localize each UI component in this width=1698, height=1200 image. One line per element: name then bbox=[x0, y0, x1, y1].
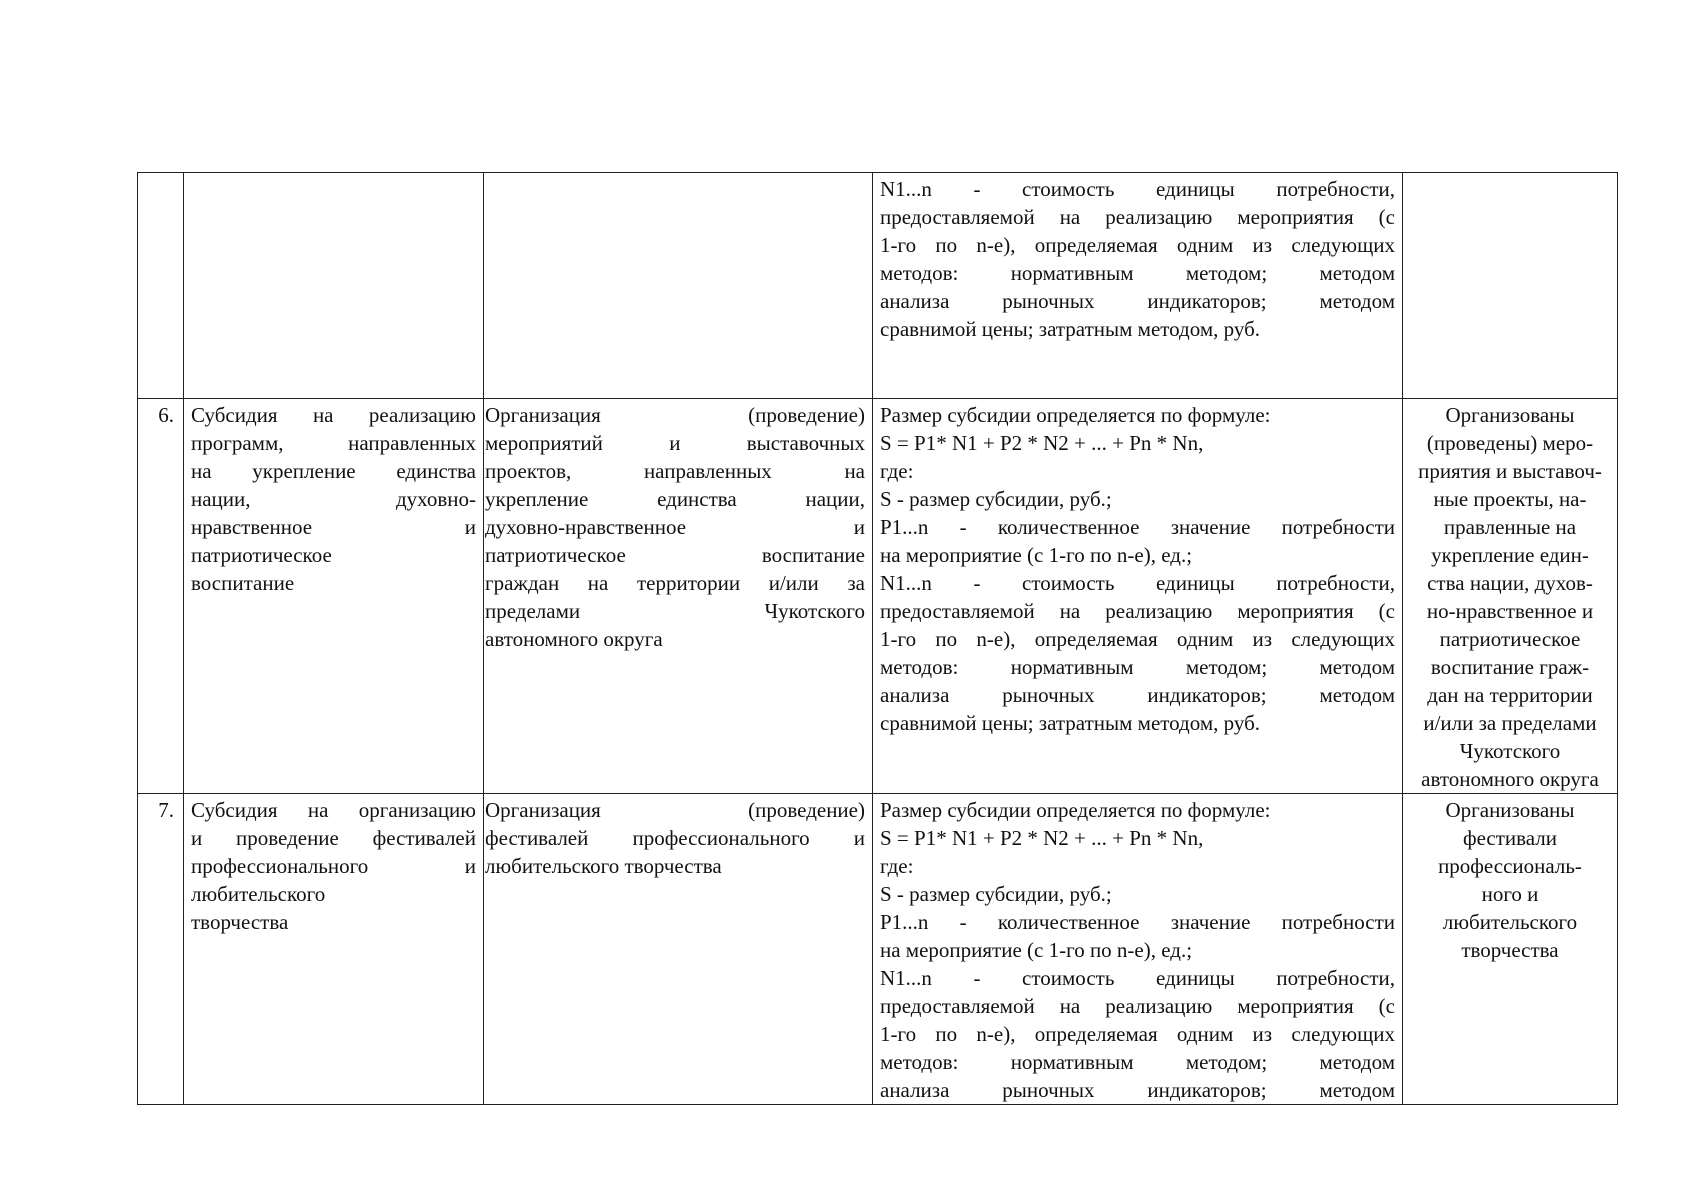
activity-cell bbox=[484, 173, 873, 399]
cell-text-line: P1...n - количественное значение потребности bbox=[880, 515, 1395, 539]
cell-text-line: проектов, направленных на bbox=[485, 459, 865, 483]
cell-text-line: S = P1* N1 + P2 * N2 + ... + Pn * Nn, bbox=[880, 826, 1204, 850]
cell-text-line: воспитание bbox=[191, 571, 295, 595]
cell-text-line: на мероприятие (с 1-го по n-е), ед.; bbox=[880, 543, 1193, 567]
subsidy-name-cell bbox=[184, 173, 484, 399]
cell-text-line: 1-го по n-е), определяемая одним из следующих bbox=[880, 627, 1395, 651]
cell-text-line: ства нации, духов- bbox=[1427, 571, 1593, 595]
formula-cell bbox=[873, 794, 1403, 1105]
cell-text-line: Чукотского bbox=[1459, 739, 1561, 763]
cell-text-line: N1...n - стоимость единицы потребности, bbox=[880, 177, 1395, 201]
cell-text-line: мероприятий и выставочных bbox=[485, 431, 865, 455]
cell-text-line: методов: нормативным методом; методом bbox=[880, 1050, 1395, 1074]
table-row bbox=[138, 173, 1618, 399]
cell-text-line: творчества bbox=[1461, 938, 1559, 962]
cell-text-line: анализа рыночных индикаторов; методом bbox=[880, 1078, 1395, 1102]
cell-text-line: методов: нормативным методом; методом bbox=[880, 261, 1395, 285]
cell-text-line: укрепление един- bbox=[1431, 543, 1589, 567]
cell-text-line: но-нравственное и bbox=[1426, 599, 1594, 623]
cell-text-line: анализа рыночных индикаторов; методом bbox=[880, 289, 1395, 313]
cell-text-line: приятия и выставоч- bbox=[1418, 459, 1602, 483]
cell-text-line: нации, духовно- bbox=[191, 487, 476, 511]
cell-text-line: предоставляемой на реализацию мероприятия (с bbox=[880, 205, 1395, 229]
subsidy-table bbox=[137, 172, 1618, 1105]
cell-text-line: любительского творчества bbox=[485, 854, 722, 878]
cell-text-line: P1...n - количественное значение потребности bbox=[880, 910, 1395, 934]
cell-text-line: патриотическое воспитание bbox=[485, 543, 865, 567]
cell-text-line: ные проекты, на- bbox=[1433, 487, 1587, 511]
cell-text-line: духовно-нравственное и bbox=[485, 515, 865, 539]
cell-text-line: и/или за пределами bbox=[1423, 711, 1597, 735]
cell-text-line: Организация (проведение) bbox=[485, 798, 865, 822]
row-number-cell bbox=[138, 794, 184, 1105]
cell-text-line: где: bbox=[880, 459, 914, 483]
cell-text-line: любительского bbox=[1442, 910, 1578, 934]
cell-text-line: граждан на территории и/или за bbox=[485, 571, 865, 595]
cell-text-line: предоставляемой на реализацию мероприятия (с bbox=[880, 599, 1395, 623]
subsidy-name-cell bbox=[184, 399, 484, 794]
cell-text-line: воспитание граж- bbox=[1430, 655, 1590, 679]
cell-text-line: фестивалей профессионального и bbox=[485, 826, 865, 850]
row-number: 6. bbox=[158, 403, 174, 427]
cell-text-line: 1-го по n-е), определяемая одним из следующих bbox=[880, 233, 1395, 257]
cell-text-line: фестивали bbox=[1462, 826, 1558, 850]
cell-text-line: и проведение фестивалей bbox=[191, 826, 476, 850]
cell-text-line: профессионального и bbox=[191, 854, 476, 878]
cell-text-line: Размер субсидии определяется по формуле: bbox=[880, 798, 1271, 822]
cell-text-line: патриотическое bbox=[191, 543, 332, 567]
cell-text-line: сравнимой цены; затратным методом, руб. bbox=[880, 711, 1261, 735]
table-row bbox=[138, 794, 1618, 1105]
row-number-cell bbox=[138, 399, 184, 794]
cell-text-line: Организованы bbox=[1445, 403, 1575, 427]
cell-text-line: методов: нормативным методом; методом bbox=[880, 655, 1395, 679]
cell-text-line: S - размер субсидии, руб.; bbox=[880, 487, 1112, 511]
result-cell bbox=[1403, 399, 1618, 794]
formula-cell bbox=[873, 173, 1403, 399]
cell-text-line: патриотическое bbox=[1439, 627, 1581, 651]
cell-text-line: Размер субсидии определяется по формуле: bbox=[880, 403, 1271, 427]
cell-text-line: дан на территории bbox=[1427, 683, 1593, 707]
cell-text-line: любительского bbox=[191, 882, 326, 906]
activity-cell bbox=[484, 399, 873, 794]
formula-cell bbox=[873, 399, 1403, 794]
table-row bbox=[138, 399, 1618, 794]
cell-text-line: (проведены) меро- bbox=[1426, 431, 1594, 455]
subsidy-table-body bbox=[138, 173, 1618, 1105]
cell-text-line: S - размер субсидии, руб.; bbox=[880, 882, 1112, 906]
subsidy-name-cell bbox=[184, 794, 484, 1105]
cell-text-line: 1-го по n-е), определяемая одним из следующих bbox=[880, 1022, 1395, 1046]
cell-text-line: творчества bbox=[191, 910, 289, 934]
cell-text-line: ного и bbox=[1481, 882, 1539, 906]
cell-text-line: правленные на bbox=[1443, 515, 1577, 539]
cell-text-line: нравственное и bbox=[191, 515, 476, 539]
cell-text-line: укрепление единства нации, bbox=[485, 487, 865, 511]
result-cell bbox=[1403, 173, 1618, 399]
row-number-cell bbox=[138, 173, 184, 399]
cell-text-line: программ, направленных bbox=[191, 431, 476, 455]
activity-cell bbox=[484, 794, 873, 1105]
cell-text-line: N1...n - стоимость единицы потребности, bbox=[880, 966, 1395, 990]
cell-text-line: автономного округа bbox=[485, 627, 663, 651]
cell-text-line: Субсидия на организацию bbox=[191, 798, 476, 822]
cell-text-line: где: bbox=[880, 854, 914, 878]
cell-text-line: предоставляемой на реализацию мероприятия (с bbox=[880, 994, 1395, 1018]
cell-text-line: профессиональ- bbox=[1438, 854, 1582, 878]
cell-text-line: Субсидия на реализацию bbox=[191, 403, 476, 427]
cell-text-line: анализа рыночных индикаторов; методом bbox=[880, 683, 1395, 707]
cell-text-line: Организованы bbox=[1445, 798, 1575, 822]
result-cell bbox=[1403, 794, 1618, 1105]
cell-text-line: сравнимой цены; затратным методом, руб. bbox=[880, 317, 1261, 341]
cell-text-line: Организация (проведение) bbox=[485, 403, 865, 427]
cell-text-line: N1...n - стоимость единицы потребности, bbox=[880, 571, 1395, 595]
cell-text-line: автономного округа bbox=[1421, 767, 1599, 791]
row-number: 7. bbox=[158, 798, 174, 822]
cell-text-line: S = P1* N1 + P2 * N2 + ... + Pn * Nn, bbox=[880, 431, 1204, 455]
cell-text-line: на укрепление единства bbox=[191, 459, 476, 483]
cell-text-line: пределами Чукотского bbox=[485, 599, 865, 623]
cell-text-line: на мероприятие (с 1-го по n-е), ед.; bbox=[880, 938, 1193, 962]
